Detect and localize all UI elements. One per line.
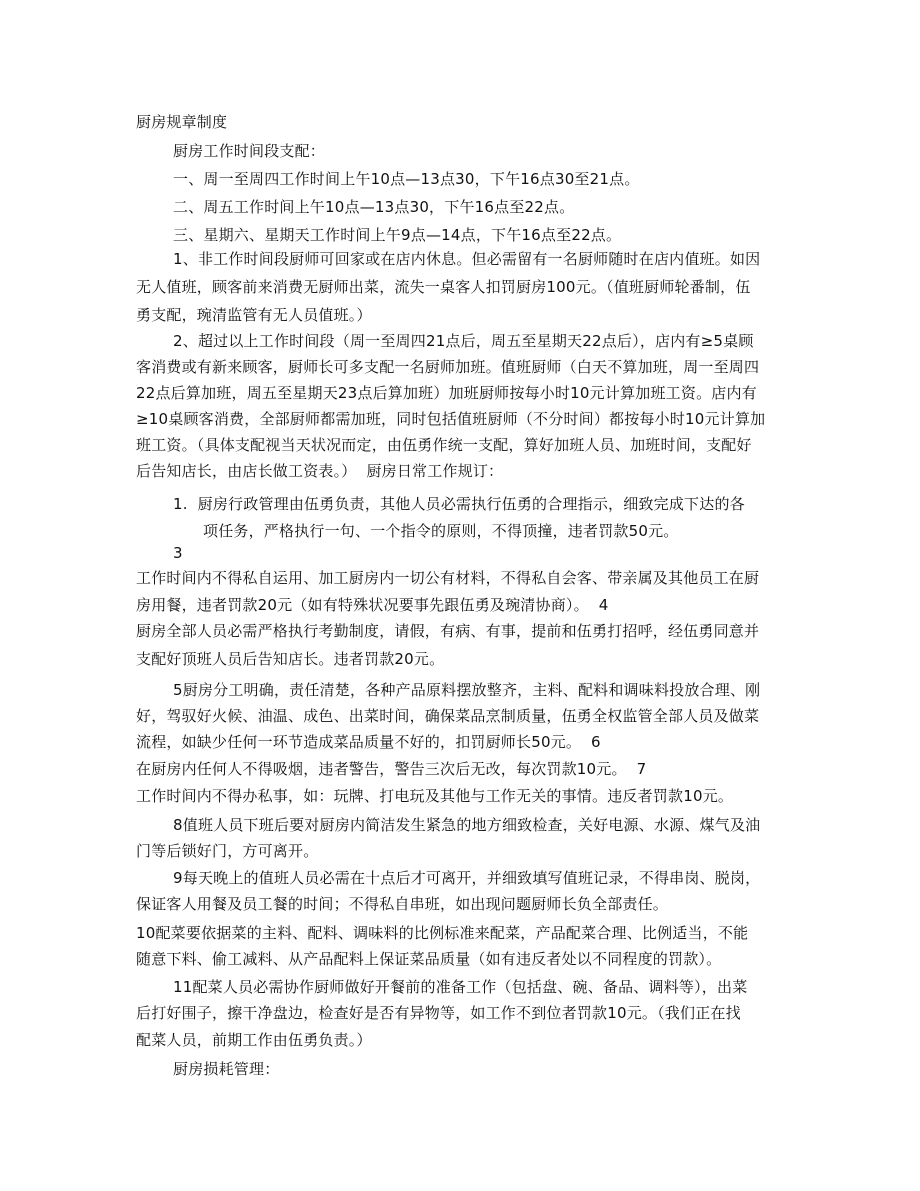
text-line: 二、周五工作时间上午10点—13点30，下午16点至22点。 [173,198,575,216]
text-line: 勇支配，琬清监管有无人员值班。） [136,306,372,324]
text-line: 房用餐，违者罚款20元（如有特殊状况要事先跟伍勇及琬清协商）。 4 [136,596,609,614]
text-line: 22点后算加班，周五至星期天23点后算加班）加班厨师按每小时10元计算加班工资。店内有 [136,384,757,402]
text-line: 11配菜人员必需协作厨师做好开餐前的准备工作（包括盘、碗、备品、调料等），出菜 [173,978,748,996]
text-line: 后打好围子，擦干净盘边，检查好是否有异物等，如工作不到位者罚款10元。（我们正在找 [136,1004,741,1022]
text-line: 工作时间内不得私自运用、加工厨房内一切公有材料，不得私自会客、带亲属及其他员工在厨 [136,569,760,587]
text-line: 保证客人用餐及员工餐的时间；不得私自串班，如出现问题厨师长负全部责任。 [136,895,669,913]
text-line: 2、超过以上工作时间段（周一至周四21点后，周五至星期天22点后），店内有≥5桌顾 [173,332,754,350]
document-title: 厨房规章制度 [136,113,228,131]
text-line: 一、周一至周四工作时间上午10点—13点30，下午16点30至21点。 [173,170,640,188]
text-line: 10配菜要依据菜的主料、配料、调味料的比例标准来配菜，产品配菜合理、比例适当，不能 [136,924,749,942]
text-line: 支配好顶班人员后告知店长。违者罚款20元。 [136,650,445,668]
text-line: 1、非工作时间段厨师可回家或在店内休息。但必需留有一名厨师随时在店内值班。如因 [173,250,761,268]
text-line: 厨房全部人员必需严格执行考勤制度，请假，有病、有事，提前和伍勇打招呼，经伍勇同意并 [136,622,760,640]
section-heading: 厨房损耗管理： [173,1060,280,1078]
text-line: 客消费或有新来顾客，厨师长可多支配一名厨师加班。值班厨师（白天不算加班，周一至周四 [136,358,760,376]
text-line: 随意下料、偷工减料、从产品配料上保证菜品质量（如有违反者处以不同程度的罚款）。 [136,950,722,968]
text-line: 9每天晚上的值班人员必需在十点后才可离开，并细致填写值班记录，不得串岗、脱岗， [173,869,761,887]
text-line: 后告知店长，由店长做工资表。） 厨房日常工作规订： [136,462,504,480]
text-line: 项任务，严格执行一句、一个指令的原则，不得顶撞，违者罚款50元。 [203,522,679,540]
text-line: 无人值班，顾客前来消费无厨师出菜，流失一桌客人扣罚厨房100元。（值班厨师轮番制，伍 [136,278,751,296]
text-line: 班工资。（具体支配视当天状况而定，由伍勇作统一支配，算好加班人员、加班时间，支配好 [136,436,752,454]
text-line: 8值班人员下班后要对厨房内简洁发生紧急的地方细致检查，关好电源、水源、煤气及油 [173,816,761,834]
text-line: 门等后锁好门，方可离开。 [136,842,319,860]
text-line: 工作时间内不得办私事，如：玩牌、打电玩及其他与工作无关的事情。违反者罚款10元。 [136,787,734,805]
text-line: 好，驾驭好火候、油温、成色、出菜时间，确保菜品烹制质量，伍勇全权监管全部人员及做菜 [136,707,760,725]
text-line: 在厨房内任何人不得吸烟，违者警告，警告三次后无改，每次罚款10元。 7 [136,760,647,778]
text-line: 3 [173,544,183,562]
text-line: 5厨房分工明确，责任清楚，各种产品原料摆放整齐，主料、配料和调味料投放合理、刚 [173,681,761,699]
text-line: 1. 厨房行政管理由伍勇负责，其他人员必需执行伍勇的合理指示，细致完成下达的各 [173,495,745,513]
text-line: 流程，如缺少任何一环节造成菜品质量不好的，扣罚厨师长50元。 6 [136,733,601,751]
text-line: 三、星期六、星期天工作时间上午9点—14点，下午16点至22点。 [173,226,622,244]
text-line: 配菜人员，前期工作由伍勇负责。） [136,1031,372,1049]
section-heading: 厨房工作时间段支配： [173,142,326,160]
text-line: ≥10桌顾客消费，全部厨师都需加班，同时包括值班厨师（不分时间）都按每小时10元计算加 [136,410,766,428]
